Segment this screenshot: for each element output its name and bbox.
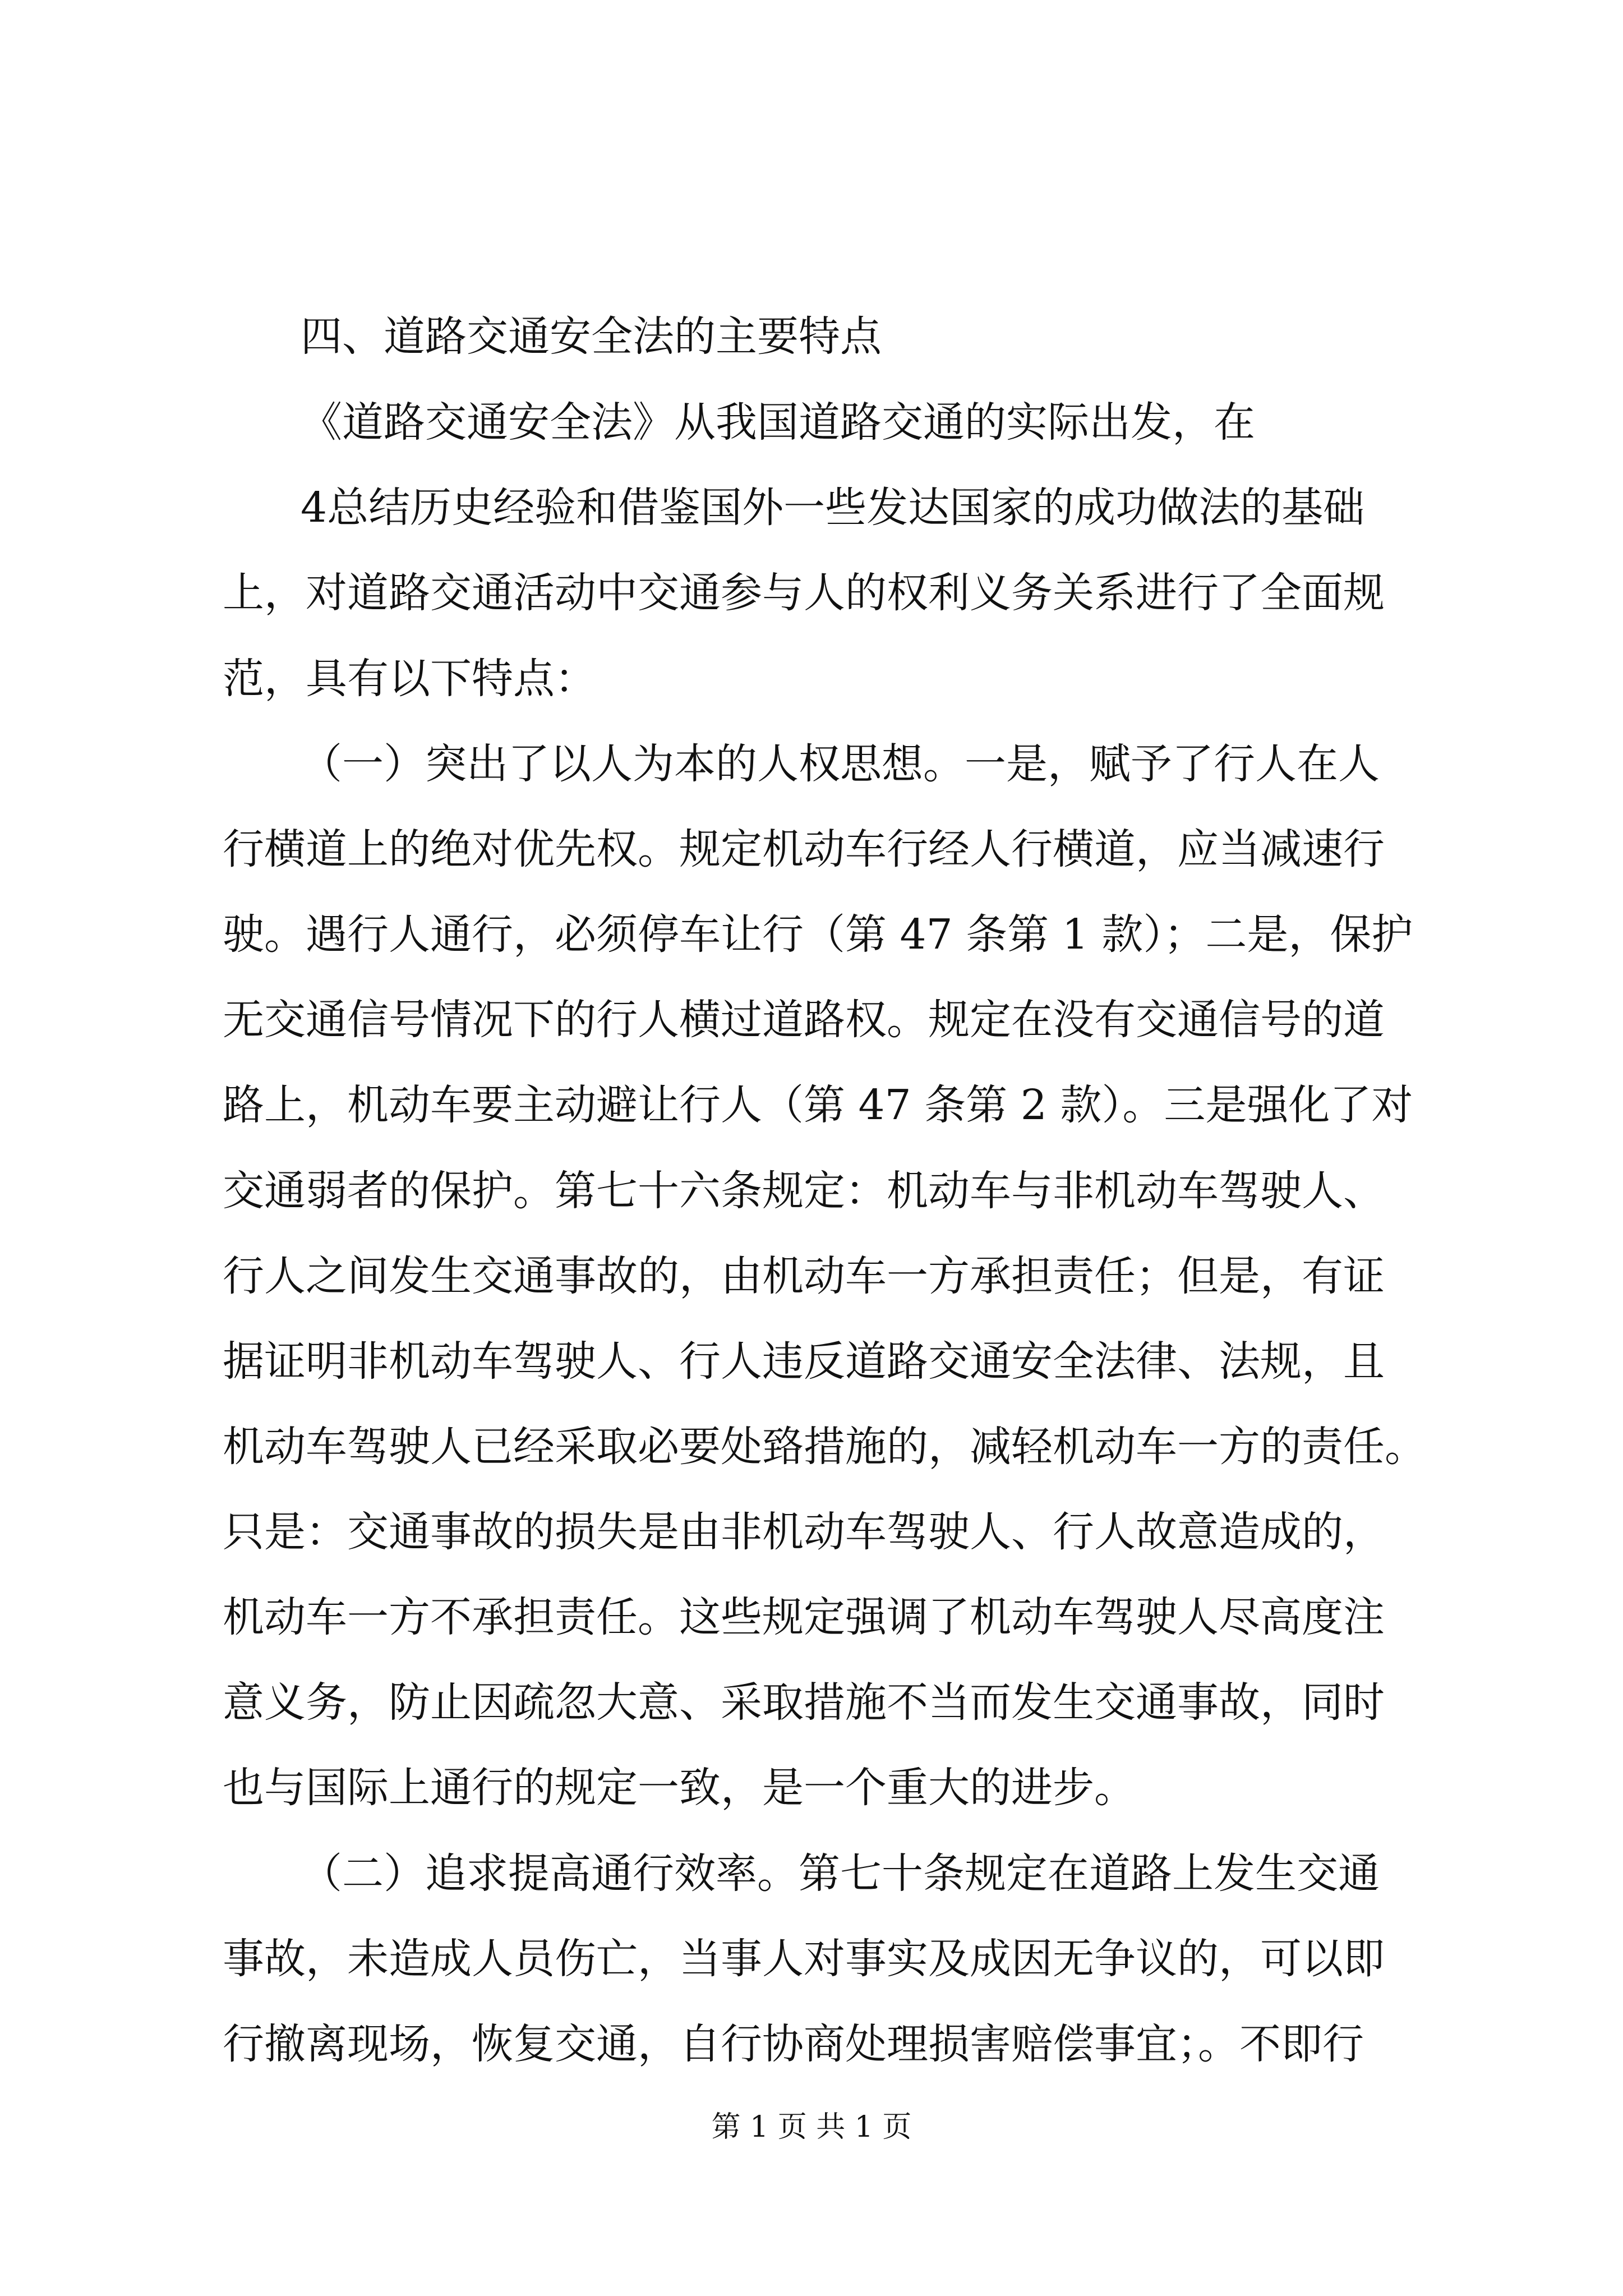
text-line: 范，具有以下特点： (223, 655, 596, 703)
page-footer: 第 1 页 共 1 页 (711, 2110, 912, 2144)
text-line: （一）突出了以人为本的人权思想。一是，赋予了行人在人 (301, 740, 1380, 788)
text-line: 意义务，防止因疏忽大意、采取措施不当而发生交通事故，同时 (223, 1678, 1385, 1727)
text-line: 驶。遇行人通行，必须停车让行（第 47 条第 1 款）；二是，保护 (223, 910, 1413, 959)
text-line: 交通弱者的保护。第七十六条规定：机动车与非机动车驾驶人、 (223, 1167, 1385, 1215)
text-line: 也与国际上通行的规定一致，是一个重大的进步。 (223, 1764, 1136, 1812)
text-line: 行横道上的绝对优先权。规定机动车行经人行横道，应当减速行 (223, 825, 1385, 873)
text-line: 路上，机动车要主动避让行人（第 47 条第 2 款）。三是强化了对 (223, 1081, 1413, 1129)
text-line: 行撤离现场，恢复交通，自行协商处理损害赔偿事宜；。不即行 (223, 2020, 1364, 2068)
text-line: （二）追求提高通行效率。第七十条规定在道路上发生交通 (301, 1849, 1380, 1898)
text-line: 上，对道路交通活动中交通参与人的权利义务关系进行了全面规 (223, 569, 1385, 617)
text-line: 据证明非机动车驾驶人、行人违反道路交通安全法律、法规，且 (223, 1337, 1385, 1386)
text-line: 无交通信号情况下的行人横过道路权。规定在没有交通信号的道 (223, 996, 1385, 1044)
text-line: 机动车驾驶人已经采取必要处臵措施的，减轻机动车一方的责任。 (223, 1423, 1426, 1471)
text-line: 《道路交通安全法》从我国道路交通的实际出发，在 (301, 398, 1255, 447)
text-line: 只是：交通事故的损失是由非机动车驾驶人、行人故意造成的， (223, 1508, 1385, 1556)
text-line: 4总结历史经验和借鉴国外一些发达国家的成功做法的基础 (301, 484, 1365, 532)
text-line: 机动车一方不承担责任。这些规定强调了机动车驾驶人尽高度注 (223, 1593, 1385, 1641)
section-heading: 四、道路交通安全法的主要特点 (301, 312, 882, 361)
text-line: 行人之间发生交通事故的，由机动车一方承担责任；但是，有证 (223, 1252, 1385, 1300)
text-line: 事故，未造成人员伤亡，当事人对事实及成因无争议的，可以即 (223, 1935, 1385, 1983)
